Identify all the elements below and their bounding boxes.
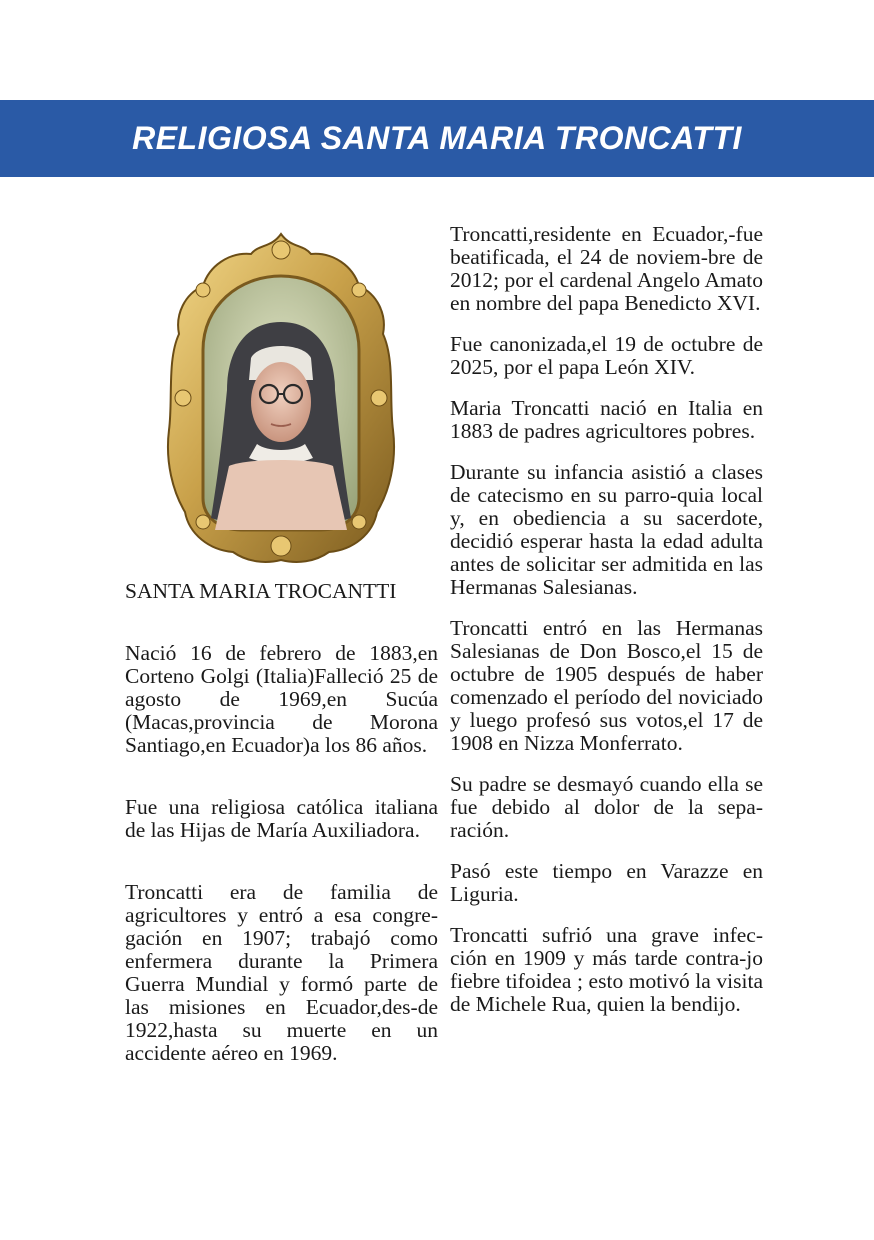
paragraph: Nació 16 de febrero de 1883,en Corteno Golgi (Italia)Falleció 25 de agosto de 1969,en Sucúa (Macas,provincia de Morona Santiago,en Ecuador)a los 86 años. <box>125 641 438 757</box>
left-column <box>125 580 438 1104</box>
paragraph: Troncatti era de familia de agricultores y entró a esa congre-gación en 1907; trabajó como enfermera durante la Primera Guerra Mundial y formó parte de las misiones en Ecuador,des-de 1922,hasta su muerte en un accidente aéreo en 1969. <box>125 880 438 1065</box>
framed-portrait-icon <box>163 230 399 565</box>
paragraph: Pasó este tiempo en Varazze en Liguria. <box>450 859 763 906</box>
paragraph: Durante su infancia asistió a clases de catecismo en su parro-quia local y, en obediencia a su sacerdote, decidió esperar hasta la edad adulta antes de solicitar ser admitida en las Hermanas Salesianas. <box>450 460 763 599</box>
title-banner <box>0 100 874 177</box>
paragraph: Troncatti sufrió una grave infec-ción en 1909 y más tarde contra-jo fiebre tifoidea ; esto motivó la visita de Michele Rua, quien la bendijo. <box>450 923 763 1016</box>
portrait-caption: SANTA MARIA TROCANTTI <box>125 579 397 603</box>
paragraph: Su padre se desmayó cuando ella se fue debido al dolor de la sepa-ración. <box>450 772 763 842</box>
page-title: RELIGIOSA SANTA MARIA TRONCATTI <box>132 120 742 156</box>
right-column <box>450 223 763 1034</box>
paragraph: Maria Troncatti nació en Italia en 1883 de padres agricultores pobres. <box>450 396 763 443</box>
portrait-image <box>163 230 399 565</box>
paragraph: Troncatti entró en las Hermanas Salesianas de Don Bosco,el 15 de octubre de 1905 después de haber comenzado el período del noviciado y luego profesó sus votos,el 17 de 1908 en Nizza Monferrato. <box>450 616 763 755</box>
paragraph: Troncatti,residente en Ecuador,-fue beatificada, el 24 de noviem-bre de 2012; por el cardenal Angelo Amato en nombre del papa Benedicto XVI. <box>450 222 763 315</box>
paragraph: Fue canonizada,el 19 de octubre de 2025, por el papa León XIV. <box>450 332 763 379</box>
paragraph: Fue una religiosa católica italiana de las Hijas de María Auxiliadora. <box>125 795 438 842</box>
